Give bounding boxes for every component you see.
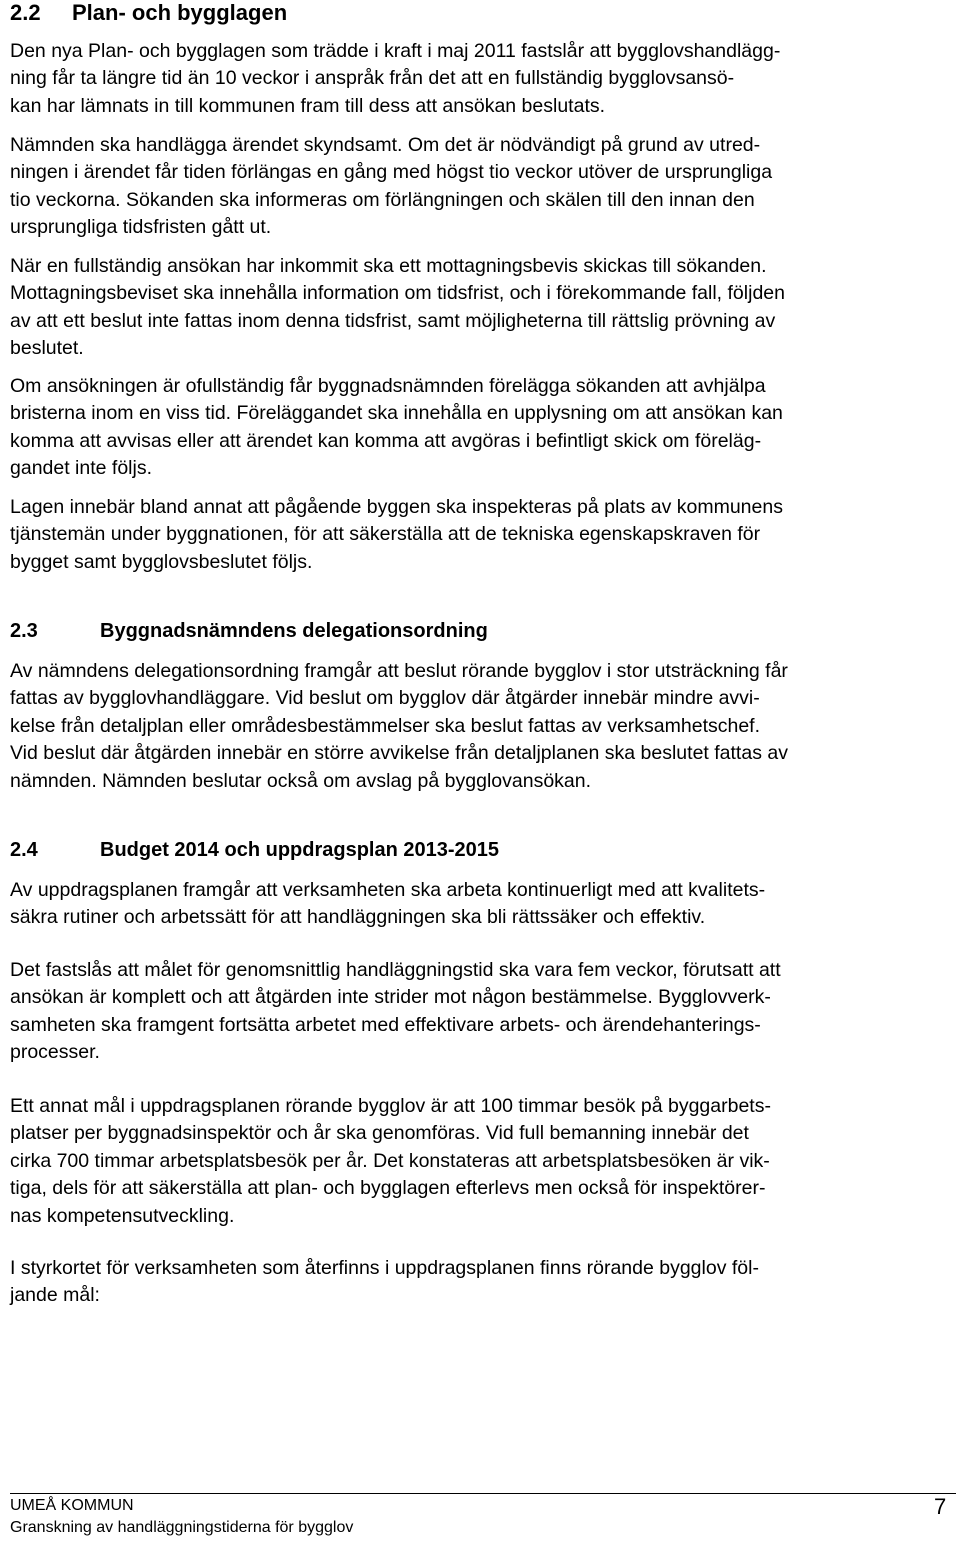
text-line: ursprungliga tidsfristen gått ut. <box>10 216 272 239</box>
text-line: nämnden. Nämnden beslutar också om avslag på bygglovansökan. <box>10 769 592 792</box>
text-line: Vid beslut där åtgärden innebär en större avvikelse från detaljplanen ska beslutet fattas av <box>10 742 788 765</box>
paragraph <box>10 132 772 242</box>
section-heading-2-4 <box>10 837 500 863</box>
text-line: cirka 700 timmar arbetsplatsbesök per år. Det konstateras att arbetsplatsbesöken är vik- <box>10 1149 770 1172</box>
text-line: kan har lämnats in till kommunen fram till dess att ansökan beslutats. <box>10 94 606 117</box>
text-line: ningen i ärendet får tiden förlängas en gång med högst tio veckor utöver de ursprungliga <box>10 161 773 184</box>
text-line: Nämnden ska handlägga ärendet skyndsamt. Om det är nödvändigt på grund av utred- <box>10 134 761 156</box>
text-line: Om ansökningen är ofullständig får byggnadsnämnden förelägga sökanden att avhjälpa <box>10 375 766 397</box>
footer-divider <box>10 1493 956 1494</box>
text-line: processer. <box>10 1041 100 1064</box>
section-number: 2.2 <box>10 0 41 25</box>
text-line: tio veckorna. Sökanden ska informeras om förlängningen och skälen till den innan den <box>10 188 755 211</box>
text-line: När en fullständig ansökan har inkommit ska ett mottagningsbevis skickas till sökanden. <box>10 255 767 277</box>
text-line: Mottagningsbeviset ska innehålla information om tidsfrist, och i förekommande fall, följden <box>10 282 785 305</box>
text-line: I styrkortet för verksamheten som återfinns i uppdragsplanen finns rörande bygglov föl- <box>10 1257 759 1279</box>
text-line: Den nya Plan- och bygglagen som trädde i kraft i maj 2011 fastslår att bygglovshandlägg- <box>10 40 781 62</box>
text-line: Av nämndens delegationsordning framgår att beslut rörande bygglov i stor utsträckning får <box>10 660 788 682</box>
text-line: gandet inte följs. <box>10 457 153 480</box>
text-line: samheten ska framgent fortsätta arbetet med effektivare arbets- och ärendehanterings- <box>10 1013 761 1036</box>
text-line: säkra rutiner och arbetssätt för att handläggningen ska bli rättssäker och effektiv. <box>10 906 706 929</box>
text-line: tjänstemän under byggnationen, för att säkerställa att de tekniska egenskapskraven för <box>10 523 761 546</box>
text-line: kelse från detaljplan eller områdesbestämmelser ska beslut fattas av verksamhetschef. <box>10 714 761 737</box>
text-line: Det fastslås att målet för genomsnittlig handläggningstid ska vara fem veckor, förutsatt att <box>10 959 781 981</box>
section-title: Budget 2014 och uppdragsplan 2013-2015 <box>100 839 500 861</box>
page-number: 7 <box>934 1494 947 1519</box>
text-line: ansökan är komplett och att åtgärden inte strider mot någon bestämmelse. Bygglovverk- <box>10 986 771 1009</box>
text-line: Lagen innebär bland annat att pågående byggen ska inspekteras på plats av kommunens <box>10 496 783 518</box>
text-line: komma att avvisas eller att ärendet kan komma att avgöras i befintligt skick om föreläg- <box>10 429 762 452</box>
paragraph <box>10 1255 759 1310</box>
text-line: beslutet. <box>10 337 84 360</box>
text-line: ning får ta längre tid än 10 veckor i anspråk från det att en fullständig bygglovsansö- <box>10 67 735 90</box>
section-title: Byggnadsnämndens delegationsordning <box>100 620 488 642</box>
text-line: tiga, dels för att säkerställa att plan- och bygglagen efterlevs men också för inspektörer- <box>10 1177 766 1200</box>
paragraph <box>10 957 781 1067</box>
text-line: jande mål: <box>10 1284 100 1307</box>
text-line: Av uppdragsplanen framgår att verksamheten ska arbeta kontinuerligt med att kvalitets- <box>10 879 766 901</box>
paragraph <box>10 494 783 576</box>
text-line: av att ett beslut inte fattas inom denna tidsfrist, samt möjligheterna till rättslig prövning av <box>10 309 776 332</box>
text-line: nas kompetensutveckling. <box>10 1204 235 1227</box>
paragraph <box>10 1093 771 1230</box>
paragraph <box>10 877 765 932</box>
paragraph <box>10 253 785 363</box>
text-line: bygget samt bygglovsbeslutet följs. <box>10 550 313 573</box>
section-number: 2.4 <box>10 839 38 861</box>
text-line: Ett annat mål i uppdragsplanen rörande bygglov är att 100 timmar besök på byggarbets- <box>10 1095 771 1117</box>
paragraph <box>10 373 783 483</box>
paragraph <box>10 658 788 795</box>
text-line: bristerna inom en viss tid. Föreläggandet ska innehålla en upplysning om att ansökan kan <box>10 402 783 425</box>
footer-organization: UMEÅ KOMMUN <box>10 1497 134 1514</box>
section-heading-2-3 <box>10 618 488 644</box>
section-number: 2.3 <box>10 620 38 642</box>
section-heading-2-2 <box>10 0 288 26</box>
paragraph <box>10 38 780 120</box>
text-line: platser per byggnadsinspektör och år ska genomföras. Vid full bemanning innebär det <box>10 1122 749 1145</box>
text-line: fattas av bygglovhandläggare. Vid beslut om bygglov där åtgärder innebär mindre avvi- <box>10 687 760 710</box>
section-title: Plan- och bygglagen <box>72 0 288 25</box>
footer-document-title: Granskning av handläggningstiderna för bygglov <box>10 1519 354 1536</box>
